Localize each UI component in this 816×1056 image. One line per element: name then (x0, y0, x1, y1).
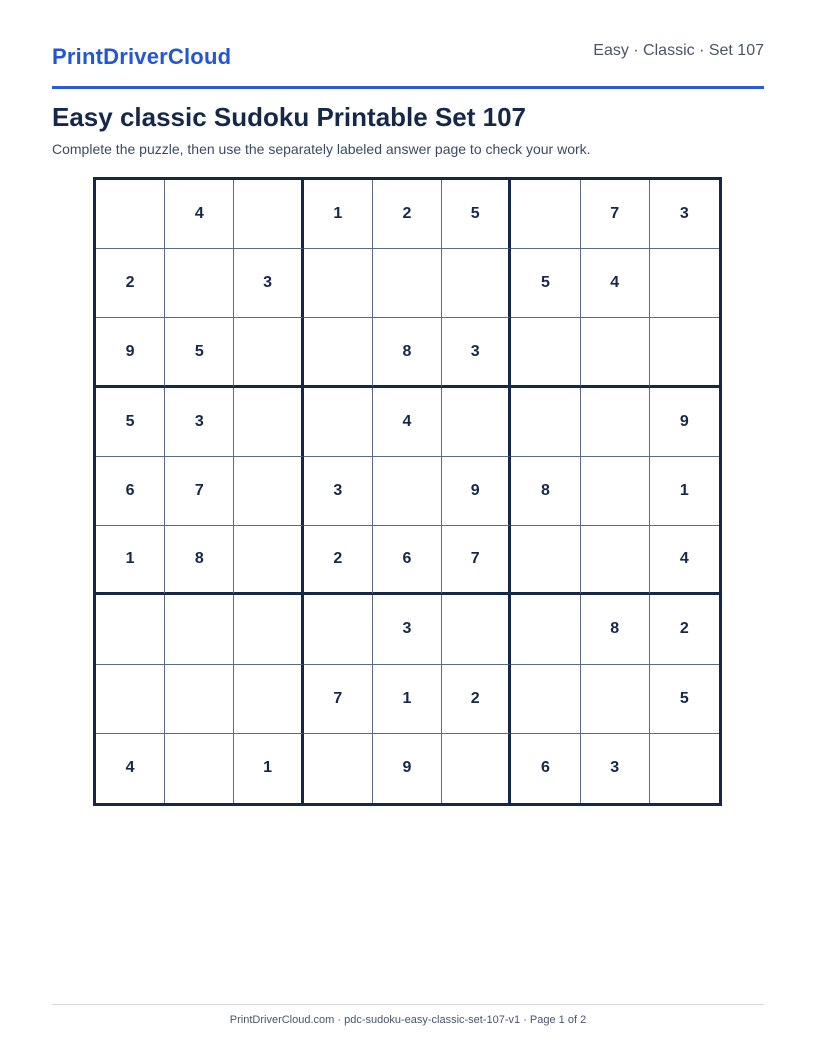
sudoku-cell (234, 457, 303, 526)
sudoku-cell (442, 734, 511, 803)
sudoku-cell: 5 (165, 318, 234, 387)
sudoku-cell (304, 318, 373, 387)
sudoku-cell (650, 318, 719, 387)
sudoku-cell (165, 665, 234, 734)
sudoku-cell: 8 (581, 595, 650, 664)
sudoku-cell (373, 457, 442, 526)
sudoku-cell: 3 (373, 595, 442, 664)
sudoku-cell: 7 (442, 526, 511, 595)
sudoku-cell: 8 (373, 318, 442, 387)
sudoku-cell (234, 180, 303, 249)
sudoku-cell (511, 526, 580, 595)
sudoku-cell: 2 (304, 526, 373, 595)
sudoku-cell: 3 (581, 734, 650, 803)
sudoku-grid (93, 177, 722, 806)
sudoku-cell: 3 (234, 249, 303, 318)
sudoku-cell (581, 318, 650, 387)
sudoku-cell: 5 (511, 249, 580, 318)
sudoku-cell (165, 734, 234, 803)
sudoku-cell: 1 (234, 734, 303, 803)
sudoku-cell: 9 (650, 388, 719, 457)
sudoku-cell: 3 (442, 318, 511, 387)
sudoku-cell (234, 388, 303, 457)
sudoku-cell: 3 (304, 457, 373, 526)
page-header (52, 38, 764, 89)
sudoku-cell: 4 (96, 734, 165, 803)
brand-logo-text: PrintDriverCloud (52, 44, 232, 69)
sudoku-cell (511, 318, 580, 387)
sudoku-cell (304, 388, 373, 457)
sudoku-cell: 3 (165, 388, 234, 457)
sudoku-cell (511, 180, 580, 249)
sudoku-cell (511, 665, 580, 734)
puzzle-meta-label: Easy · Classic · Set 107 (593, 42, 764, 59)
sudoku-cell: 1 (304, 180, 373, 249)
sudoku-cell: 7 (165, 457, 234, 526)
sudoku-cell (650, 249, 719, 318)
sudoku-cell: 2 (650, 595, 719, 664)
page-footer: PrintDriverCloud.com · pdc-sudoku-easy-classic-set-107-v1 · Page 1 of 2 (52, 1004, 764, 1026)
sudoku-cell: 6 (96, 457, 165, 526)
sudoku-cell (234, 318, 303, 387)
sudoku-cell (304, 734, 373, 803)
sudoku-cell: 8 (165, 526, 234, 595)
sudoku-cell: 5 (650, 665, 719, 734)
sudoku-cell (442, 595, 511, 664)
sudoku-cell: 7 (581, 180, 650, 249)
sudoku-cell: 9 (442, 457, 511, 526)
sudoku-cell: 1 (373, 665, 442, 734)
sudoku-cell (511, 388, 580, 457)
sudoku-cell (96, 180, 165, 249)
sudoku-cell: 4 (650, 526, 719, 595)
page-title: Easy classic Sudoku Printable Set 107 (52, 102, 527, 132)
sudoku-cell (234, 665, 303, 734)
sudoku-cell: 8 (511, 457, 580, 526)
sudoku-cell (581, 457, 650, 526)
sudoku-cell: 1 (650, 457, 719, 526)
sudoku-cell (581, 526, 650, 595)
sudoku-cell (442, 388, 511, 457)
sudoku-cell: 4 (165, 180, 234, 249)
sudoku-cell: 9 (373, 734, 442, 803)
sudoku-cell: 7 (304, 665, 373, 734)
sudoku-cell (581, 665, 650, 734)
sudoku-cell: 9 (96, 318, 165, 387)
sudoku-cell: 6 (511, 734, 580, 803)
sudoku-cell (165, 249, 234, 318)
sudoku-cell: 2 (96, 249, 165, 318)
sudoku-cell (650, 734, 719, 803)
sudoku-cell (234, 595, 303, 664)
sudoku-cell: 5 (96, 388, 165, 457)
sudoku-cell (304, 249, 373, 318)
sudoku-cell (511, 595, 580, 664)
sudoku-cell (234, 526, 303, 595)
sudoku-cell: 4 (581, 249, 650, 318)
sudoku-cell (581, 388, 650, 457)
sudoku-cell: 2 (442, 665, 511, 734)
sudoku-cell (442, 249, 511, 318)
sudoku-cell (373, 249, 442, 318)
sudoku-cell: 4 (373, 388, 442, 457)
sudoku-cell: 2 (373, 180, 442, 249)
sudoku-cell: 5 (442, 180, 511, 249)
sudoku-cell: 1 (96, 526, 165, 595)
sudoku-cell (165, 595, 234, 664)
page-subtitle: Complete the puzzle, then use the separately labeled answer page to check your work. (52, 141, 591, 157)
sudoku-cell (96, 665, 165, 734)
sudoku-cell: 3 (650, 180, 719, 249)
sudoku-cell (304, 595, 373, 664)
sudoku-cell: 6 (373, 526, 442, 595)
sudoku-cell (96, 595, 165, 664)
